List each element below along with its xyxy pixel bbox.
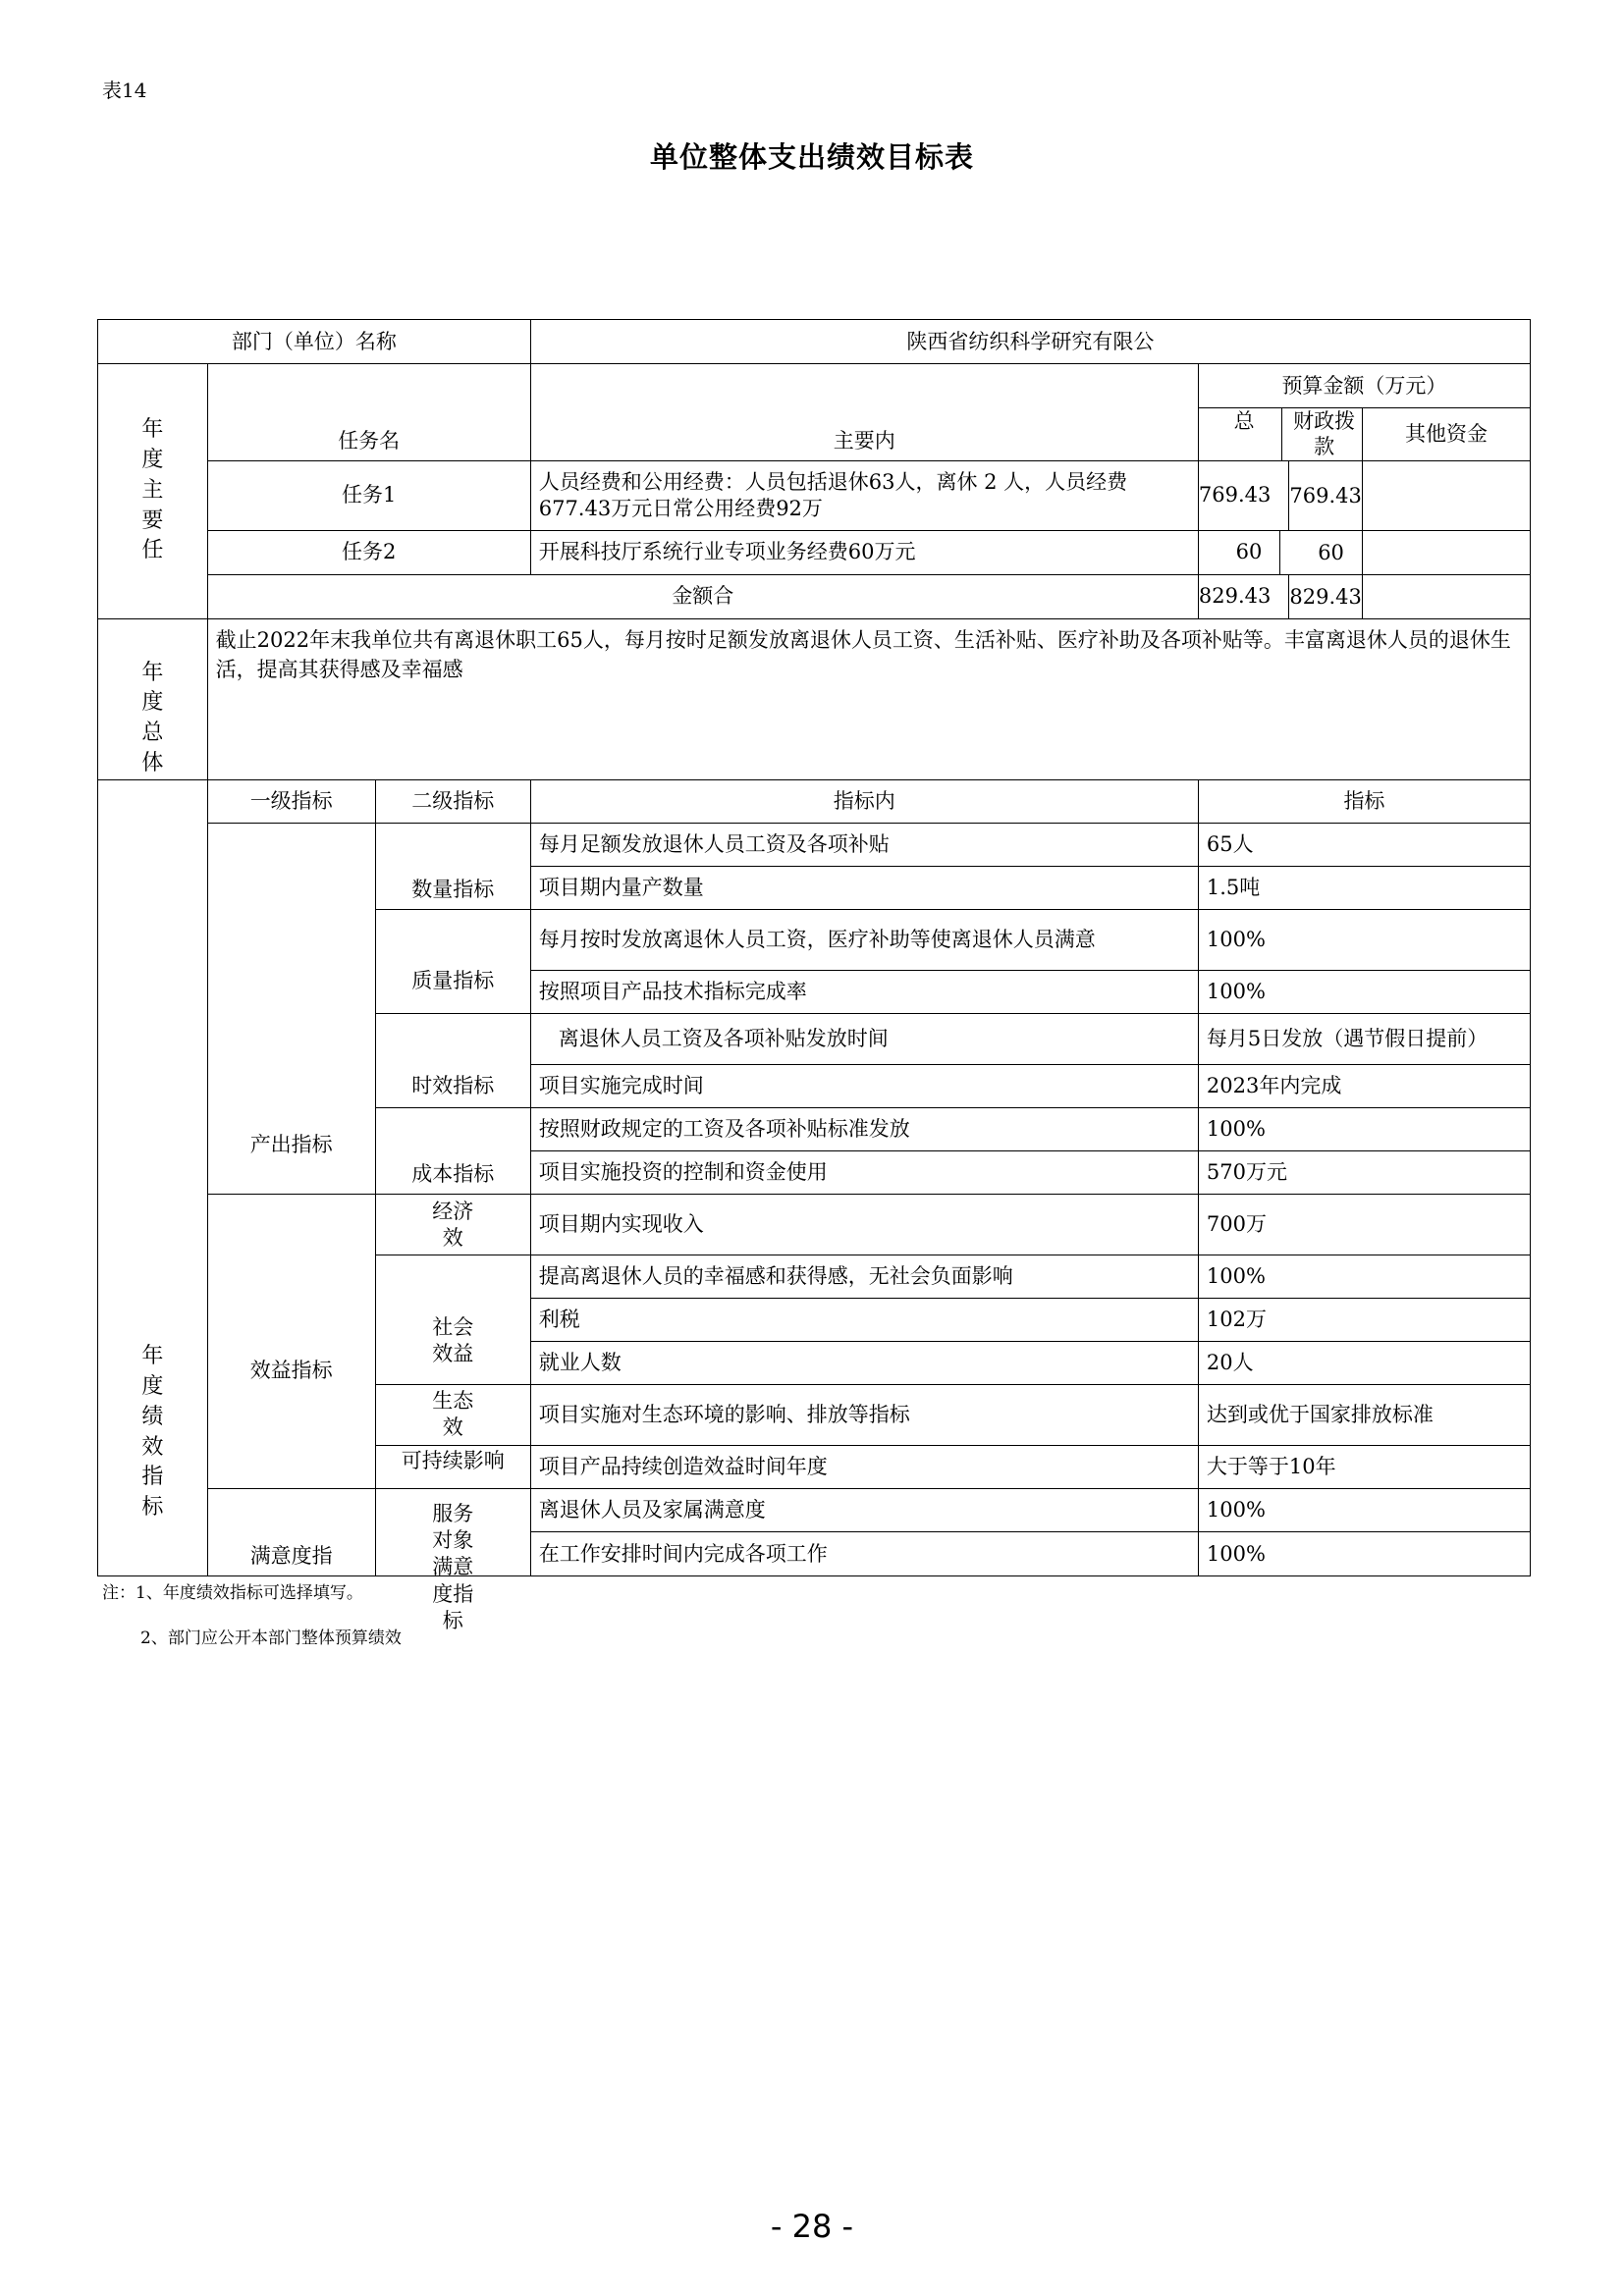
level2-quantity: 数量指标: [375, 823, 530, 909]
task-row: [98, 460, 1531, 530]
task-row: [98, 530, 1531, 574]
dept-row: [98, 320, 1531, 364]
indicator-value: 大于等于10年: [1198, 1445, 1530, 1488]
other-funds-header: 其他资金: [1362, 408, 1530, 461]
indicator-row: [98, 1488, 1531, 1532]
level2-quality: 质量指标: [375, 909, 530, 1013]
indicator-value: 100%: [1198, 1532, 1530, 1576]
level1-benefit: 效益指标: [207, 1194, 375, 1488]
task-name: 任务1: [207, 460, 530, 530]
task-content: 开展科技厅系统行业专项业务经费60万元: [530, 530, 1198, 574]
level1-output: 产出指标: [207, 823, 375, 1194]
indicator-content: 就业人数: [530, 1341, 1198, 1384]
level2-ecological: 生态效: [375, 1384, 530, 1445]
indicator-row: [98, 1194, 1531, 1255]
indicator-value: 570万元: [1198, 1150, 1530, 1194]
level1-header: 一级指标: [207, 779, 375, 823]
page-number: - 28 -: [770, 2208, 854, 2245]
level2-service: 服务对象满意度指标: [375, 1488, 530, 1575]
task-amounts: [1198, 530, 1362, 574]
note-1: 注：1、年度绩效指标可选择填写。: [102, 1583, 363, 1603]
indicator-value: 65人: [1198, 823, 1530, 866]
indicator-content: 每月足额发放退休人员工资及各项补贴: [530, 823, 1198, 866]
indicator-content: 利税: [530, 1298, 1198, 1341]
page-title: 单位整体支出绩效目标表: [649, 140, 974, 174]
task-name-header: 任务名: [207, 364, 530, 461]
indicator-value: 达到或优于国家排放标准: [1198, 1384, 1530, 1445]
sum-other: [1362, 574, 1530, 618]
indicator-value: 20人: [1198, 1341, 1530, 1384]
task-fiscal: 769.43: [1288, 461, 1379, 530]
indicator-content: 离退休人员及家属满意度: [530, 1488, 1198, 1532]
indicator-content: 按照项目产品技术指标完成率: [530, 970, 1198, 1013]
indicator-content: 项目期内实现收入: [530, 1194, 1198, 1255]
task-other: [1362, 460, 1530, 530]
level2-sustainable: 可持续影响: [375, 1445, 530, 1488]
table-number: 表14: [102, 79, 147, 102]
task-content-header: 主要内: [530, 364, 1198, 461]
indicator-value: 1.5吨: [1198, 866, 1530, 909]
tasks-header-row: [98, 364, 1531, 408]
annual-goal-text: 截止2022年末我单位共有离退休职工65人，每月按时足额发放离退休人员工资、生活补贴、医疗补助及各项补贴等。丰富离退休人员的退休生活，提高其获得感及幸福感: [207, 618, 1530, 779]
task-sum-row: [98, 574, 1531, 618]
annual-goal-row: [98, 618, 1531, 779]
level2-cost: 成本指标: [375, 1107, 530, 1194]
sum-fiscal: 829.43: [1288, 575, 1379, 618]
task-other: [1362, 530, 1530, 574]
annual-tasks-section-label: 年度主要任: [98, 364, 208, 619]
sum-total: 829.43: [1198, 584, 1272, 609]
indicator-content: 在工作安排时间内完成各项工作: [530, 1532, 1198, 1576]
level2-header: 二级指标: [375, 779, 530, 823]
indicator-value: 每月5日发放（遇节假日提前）: [1198, 1013, 1530, 1064]
indicator-value: 100%: [1198, 1255, 1530, 1298]
level2-social: 社会效益: [375, 1255, 530, 1384]
indicator-content: 每月按时发放离退休人员工资，医疗补助等使离退休人员满意: [530, 909, 1198, 970]
indicator-content: 项目实施完成时间: [530, 1064, 1198, 1107]
indicator-content: 项目实施对生态环境的影响、排放等指标: [530, 1384, 1198, 1445]
level1-satisfaction: 满意度指: [207, 1488, 375, 1575]
indicator-value: 100%: [1198, 1107, 1530, 1150]
indicator-value-header: 指标: [1198, 779, 1530, 823]
sum-amounts: [1198, 574, 1362, 618]
annual-goal-section-label: 年度总体: [98, 618, 208, 779]
note-2: 2、部门应公开本部门整体预算绩效: [140, 1629, 402, 1648]
indicator-value: 100%: [1198, 909, 1530, 970]
indicators-header-row: [98, 779, 1531, 823]
indicator-row: [98, 823, 1531, 866]
task-content: 人员经费和公用经费：人员包括退休63人，离休 2 人，人员经费677.43万元日常公用经费92万: [530, 460, 1198, 530]
budget-header: 预算金额（万元）: [1198, 364, 1530, 408]
dept-value: 陕西省纺织科学研究有限公: [530, 320, 1530, 364]
task-total: 60: [1235, 540, 1263, 564]
sum-label: 金额合: [207, 574, 1198, 618]
dept-label: 部门（单位）名称: [98, 320, 531, 364]
indicator-value: 700万: [1198, 1194, 1530, 1255]
indicator-content: 项目期内量产数量: [530, 866, 1198, 909]
indicator-content: 项目产品持续创造效益时间年度: [530, 1445, 1198, 1488]
task-fiscal: 60: [1279, 531, 1362, 574]
total-header: 总 财政拨款: [1198, 408, 1362, 461]
indicator-value: 102万: [1198, 1298, 1530, 1341]
indicator-content: 提高离退休人员的幸福感和获得感，无社会负面影响: [530, 1255, 1198, 1298]
indicators-section-label: 年度绩效指标: [98, 779, 208, 1575]
indicator-value: 2023年内完成: [1198, 1064, 1530, 1107]
task-total: 769.43: [1198, 483, 1272, 507]
indicator-content: 离退休人员工资及各项补贴发放时间: [530, 1013, 1198, 1064]
task-name: 任务2: [207, 530, 530, 574]
level2-timeliness: 时效指标: [375, 1013, 530, 1107]
indicator-value: 100%: [1198, 1488, 1530, 1532]
indicator-content-header: 指标内: [530, 779, 1198, 823]
indicator-value: 100%: [1198, 970, 1530, 1013]
task-amounts: [1198, 460, 1362, 530]
level2-economic: 经济效: [375, 1194, 530, 1255]
indicator-content: 按照财政规定的工资及各项补贴标准发放: [530, 1107, 1198, 1150]
indicator-content: 项目实施投资的控制和资金使用: [530, 1150, 1198, 1194]
